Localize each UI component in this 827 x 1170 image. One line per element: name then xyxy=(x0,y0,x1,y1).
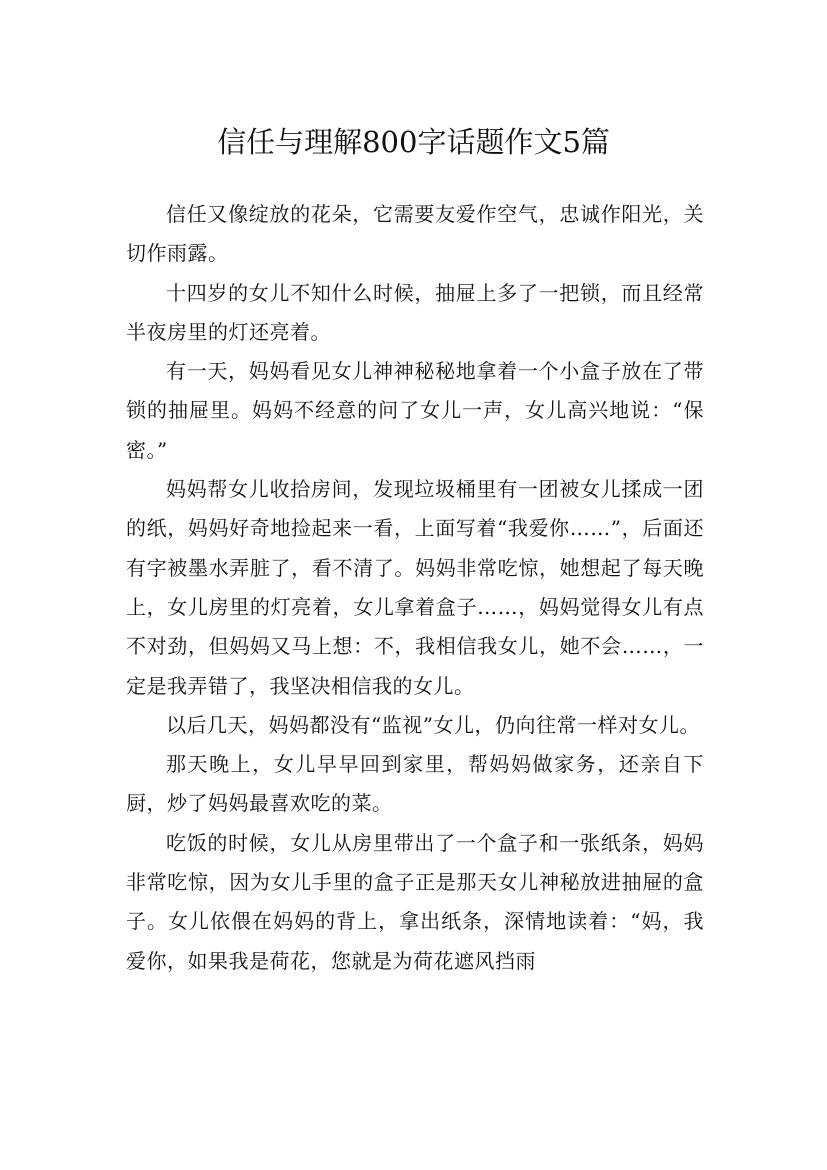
paragraph: 妈妈帮女儿收拾房间，发现垃圾桶里有一团被女儿揉成一团的纸，妈妈好奇地捡起来一看，上面写着“我爱你……”，后面还有字被墨水弄脏了，看不清了。妈妈非常吃惊，她想起了每天晚上，女儿房里的灯亮着，女儿拿着盒子……，妈妈觉得女儿有点不对劲，但妈妈又马上想：不，我相信我女儿，她不会……，一定是我弄错了，我坚决相信我的女儿。 xyxy=(126,477,704,698)
paragraph: 十四岁的女儿不知什么时候，抽屉上多了一把锁，而且经常半夜房里的灯还亮着。 xyxy=(126,280,704,344)
paragraph: 有一天，妈妈看见女儿神神秘秘地拿着一个小盒子放在了带锁的抽屉里。妈妈不经意的问了女儿一声，女儿高兴地说：“保密。” xyxy=(126,359,704,462)
paragraph: 以后几天，妈妈都没有“监视”女儿，仍向往常一样对女儿。 xyxy=(166,712,700,737)
paragraph: 信任又像绽放的花朵，它需要友爱作空气，忠诚作阳光，关切作雨露。 xyxy=(126,202,704,266)
document-body xyxy=(126,195,704,981)
document-title: 信任与理解800字话题作文5篇 xyxy=(217,125,610,160)
paragraph: 那天晚上，女儿早早回到家里，帮妈妈做家务，还亲自下厨，炒了妈妈最喜欢吃的菜。 xyxy=(126,752,704,816)
paragraph: 吃饭的时候，女儿从房里带出了一个盒子和一张纸条，妈妈非常吃惊，因为女儿手里的盒子正是那天女儿神秘放进抽屉的盒子。女儿依偎在妈妈的背上，拿出纸条，深情地读着：“妈，我爱你，如果我是荷花，您就是为荷花遮风挡雨 xyxy=(126,830,704,973)
